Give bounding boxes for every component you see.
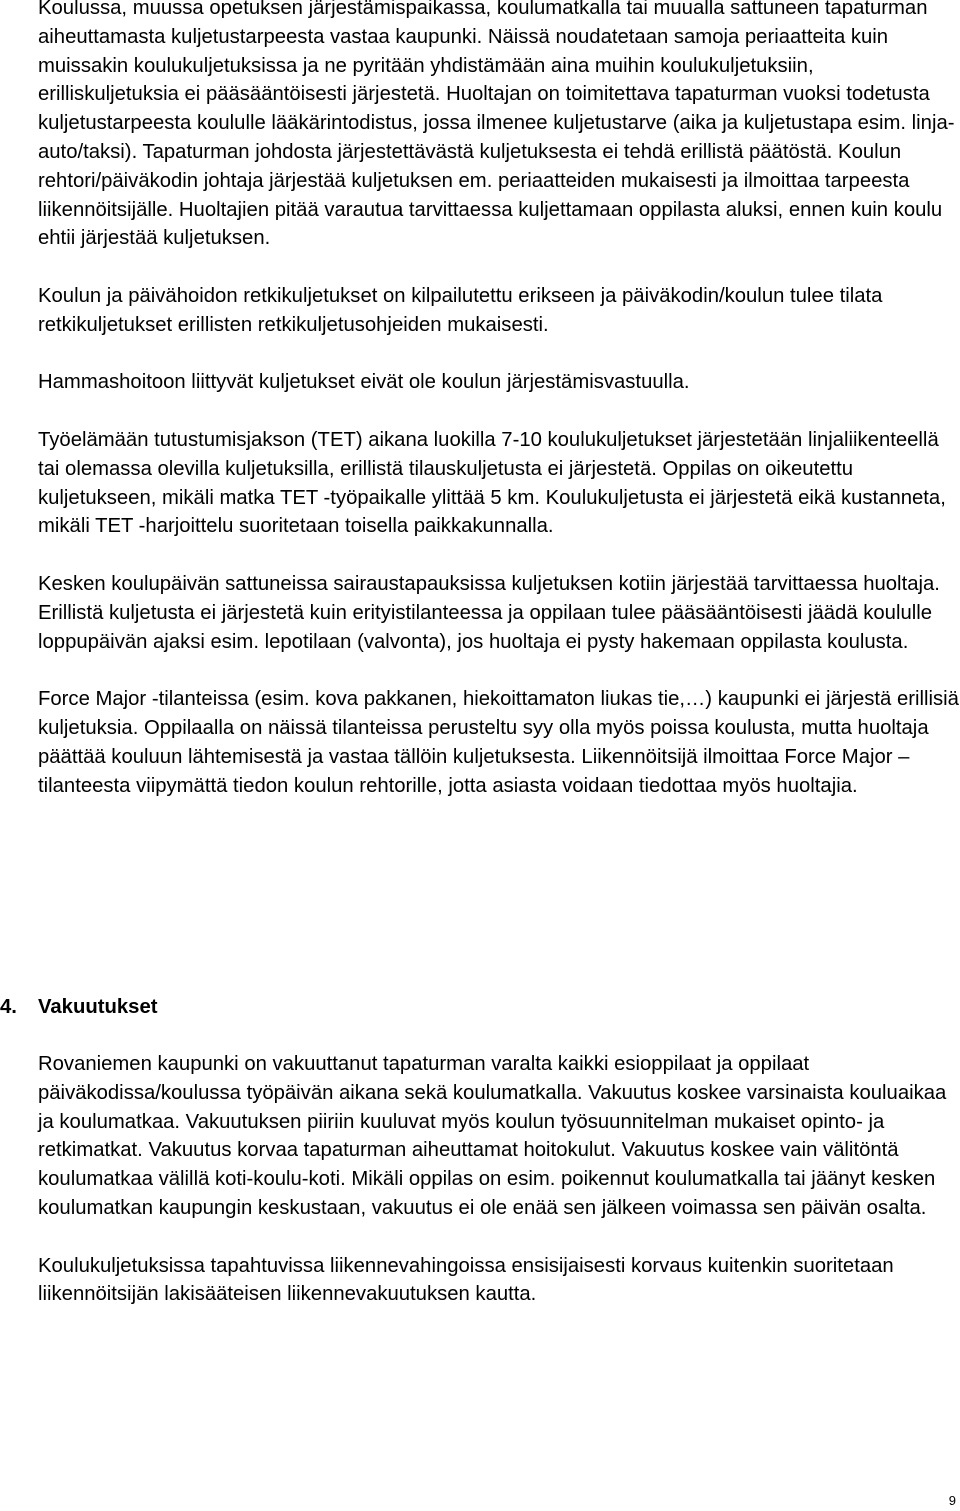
- section-title: Vakuutukset: [38, 996, 158, 1018]
- paragraph-insurance: Rovaniemen kaupunki on vakuuttanut tapaturman varalta kaikki esioppilaat ja oppilaat päiväkodissa/koulussa työpäivän aikana sekä koulumatkalla. Vakuutus koskee varsinaista kouluaikaa ja koulumatkaa. Vakuutuksen piiriin kuuluvat myös koulun työsuunnitelman mukaiset opinto- ja retkimatkat. Vakuutus korvaa tapaturman aiheuttamat hoitokulut. Vakuutus koskee vain välitöntä koulumatkaa välillä koti-koulu-koti. Mikäli oppilas on esim. poikennut koulumatkalla tai jäänyt kesken koulumatkan kaupungin keskustaan, vakuutus ei ole enää sen jälkeen voimassa sen päivän osalta.: [38, 1053, 947, 1219]
- body-text-top: [38, 0, 960, 800]
- page-number: 9: [948, 1493, 956, 1508]
- paragraph-traffic-insurance: Koulukuljetuksissa tapahtuvissa liikennevahingoissa ensisijaisesti korvaus kuitenkin suoritetaan liikennöitsijän lakisääteisen liikennevakuutuksen kautta.: [38, 1254, 894, 1306]
- paragraph-dental-transport: Hammashoitoon liittyvät kuljetukset eivät ole koulun järjestämisvastuulla.: [38, 371, 690, 394]
- paragraph-force-major: Force Major -tilanteissa (esim. kova pakkanen, hiekoittamaton liukas tie,…) kaupunki ei järjestä erillisiä kuljetuksia. Oppilaalla on näissä tilanteissa perusteltu syy olla myös poissa koulusta, mutta huoltaja päättää kouluun lähtemisestä ja vastaa tällöin kuljetuksesta. Liikennöitsijä ilmoittaa Force Major –tilanteesta viipymättä tiedon koulun rehtorille, jotta asiasta voidaan tiedottaa myös huoltajia.: [38, 688, 959, 797]
- paragraph-accident-transport: Koulussa, muussa opetuksen järjestämispaikassa, koulumatkalla tai muualla sattuneen tapaturman aiheuttamasta kuljetustarpeesta vastaa kaupunki. Näissä noudatetaan samoja periaatteita kuin muissakin koulukuljetuksissa ja ne pyritään yhdistämään aina muihin koulukuljetuksiin, erilliskuljetuksia ei pääsääntöisesti järjestetä. Huoltajan on toimitettava tapaturman vuoksi todetusta kuljetustarpeesta koululle lääkärintodistus, jossa ilmenee kuljetustarve (aika ja kuljetustapa esim. linja-auto/taksi). Tapaturman johdosta järjestettävästä kuljetuksesta ei tehdä erillistä päätöstä. Koulun rehtori/päiväkodin johtaja järjestää kuljetuksen em. periaatteiden mukaisesti ja ilmoittaa tarpeesta liikennöitsijälle. Huoltajien pitää varautua tarvittaessa kuljettamaan oppilasta aluksi, ennen kuin koulu ehtii järjestää kuljetuksen.: [38, 0, 955, 250]
- section-number: 4.: [0, 996, 17, 1018]
- paragraph-illness-transport: Kesken koulupäivän sattuneissa sairaustapauksissa kuljetuksen kotiin järjestää tarvittaessa huoltaja. Erillistä kuljetusta ei järjestetä kuin erityistilanteessa ja oppilaan tulee pääsääntöisesti jäädä koululle loppupäivän ajaksi esim. lepotilaan (valvonta), jos huoltaja ei pysty hakemaan oppilasta koulusta.: [38, 572, 940, 653]
- paragraph-excursion-transport: Koulun ja päivähoidon retkikuljetukset on kilpailutettu erikseen ja päiväkodin/koulun tulee tilata retkikuljetukset erillisten retkikuljetusohjeiden mukaisesti.: [38, 284, 883, 336]
- paragraph-tet-transport: Työelämään tutustumisjakson (TET) aikana luokilla 7-10 koulukuljetukset järjestetään linjaliikenteellä tai olemassa olevilla kuljetuksilla, erillistä tilauskuljetusta ei järjestetä. Oppilas on oikeutettu kuljetukseen, mikäli matka TET -työpaikalle ylittää 5 km. Koulukuljetusta ei järjestetä eikä kustanneta, mikäli TET -harjoittelu suoritetaan toisella paikkakunnalla.: [38, 428, 946, 538]
- body-text-bottom: [38, 1050, 960, 1309]
